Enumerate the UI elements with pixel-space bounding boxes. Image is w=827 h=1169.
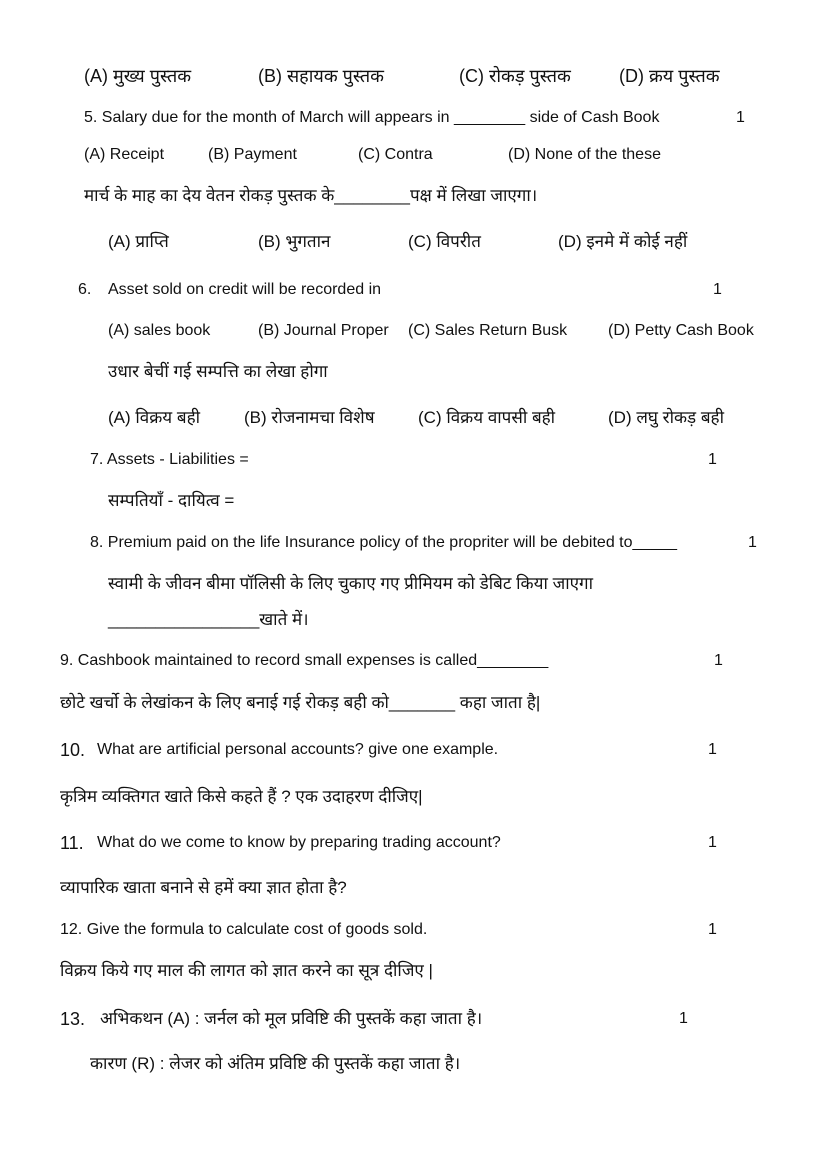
- q9-question: 9. Cashbook maintained to record small expenses is called________: [60, 652, 549, 669]
- q6-option-a-hindi: (A) विक्रय बही: [108, 408, 201, 427]
- q13-marks: 1: [679, 1010, 688, 1027]
- q9-marks: 1: [714, 652, 723, 669]
- q6-question-hindi: उधार बेचीं गई सम्पत्ति का लेखा होगा: [108, 362, 328, 381]
- q5-marks: 1: [736, 109, 745, 126]
- q6-option-c: (C) Sales Return Busk: [408, 322, 568, 339]
- q5-option-b-hindi: (B) भुगतान: [258, 232, 331, 251]
- q7-question-hindi: सम्पतियाँ - दायित्व =: [108, 491, 235, 510]
- q13-reason: कारण (R) : लेजर को अंतिम प्रविष्टि की पुस्तकें कहा जाता है।: [90, 1054, 461, 1073]
- q4-option-d: (D) क्रय पुस्तक: [619, 66, 720, 86]
- q5-option-a-hindi: (A) प्राप्ति: [108, 232, 169, 251]
- q5-option-c-hindi: (C) विपरीत: [408, 232, 481, 251]
- q6-option-b: (B) Journal Proper: [258, 322, 389, 339]
- q8-question: 8. Premium paid on the life Insurance policy of the propriter will be debited to_____: [90, 534, 678, 551]
- q5-option-d: (D) None of the these: [508, 146, 661, 163]
- q6-option-d: (D) Petty Cash Book: [608, 322, 754, 339]
- q10-question-hindi: कृत्रिम व्यक्तिगत खाते किसे कहते हैं ? एक उदाहरण दीजिए|: [60, 787, 423, 806]
- q4-option-b: (B) सहायक पुस्तक: [258, 66, 384, 86]
- q11-question: What do we come to know by preparing trading account?: [97, 834, 501, 851]
- q6-option-b-hindi: (B) रोजनामचा विशेष: [244, 408, 375, 427]
- q4-option-c: (C) रोकड़ पुस्तक: [459, 66, 571, 86]
- q6-marks: 1: [713, 281, 722, 298]
- q10-marks: 1: [708, 741, 717, 758]
- q9-question-hindi: छोटे खर्चो के लेखांकन के लिए बनाई गई रोकड़ बही को_______ कहा जाता है|: [60, 693, 541, 712]
- q6-option-d-hindi: (D) लघु रोकड़ बही: [608, 408, 724, 427]
- q11-number: 11.: [60, 833, 84, 853]
- q6-option-c-hindi: (C) विक्रय वापसी बही: [418, 408, 556, 427]
- q11-question-hindi: व्यापारिक खाता बनाने से हमें क्या ज्ञात होता है?: [60, 878, 347, 897]
- q13-number: 13.: [60, 1009, 86, 1029]
- q10-question: What are artificial personal accounts? give one example.: [97, 741, 499, 758]
- q12-marks: 1: [708, 921, 717, 938]
- q8-question-hindi-line2: ________________खाते में।: [108, 610, 309, 629]
- q8-question-hindi-line1: स्वामी के जीवन बीमा पॉलिसी के लिए चुकाए गए प्रीमियम को डेबिट किया जाएगा: [108, 574, 593, 593]
- q7-question: 7. Assets - Liabilities =: [90, 451, 249, 468]
- q12-question-hindi: विक्रय किये गए माल की लागत को ज्ञात करने का सूत्र दीजिए |: [60, 961, 433, 980]
- q12-question: 12. Give the formula to calculate cost of goods sold.: [60, 921, 428, 938]
- q7-marks: 1: [708, 451, 717, 468]
- q5-option-a: (A) Receipt: [84, 146, 165, 163]
- q6-option-a: (A) sales book: [108, 322, 211, 339]
- q5-question: 5. Salary due for the month of March will appears in ________ side of Cash Book: [84, 109, 660, 126]
- q8-marks: 1: [748, 534, 757, 551]
- q11-marks: 1: [708, 834, 717, 851]
- q5-option-b: (B) Payment: [208, 146, 297, 163]
- q10-number: 10.: [60, 740, 86, 760]
- q6-question: Asset sold on credit will be recorded in: [108, 281, 382, 298]
- q5-option-c: (C) Contra: [358, 146, 433, 163]
- q5-question-hindi: मार्च के माह का देय वेतन रोकड़ पुस्तक के________पक्ष में लिखा जाएगा।: [84, 186, 538, 205]
- q5-option-d-hindi: (D) इनमे में कोई नहीं: [558, 232, 688, 251]
- q6-number: 6.: [78, 281, 92, 298]
- q4-option-a: (A) मुख्य पुस्तक: [84, 66, 192, 86]
- q13-assertion: अभिकथन (A) : जर्नल को मूल प्रविष्टि की पुस्तकें कहा जाता है।: [100, 1009, 483, 1028]
